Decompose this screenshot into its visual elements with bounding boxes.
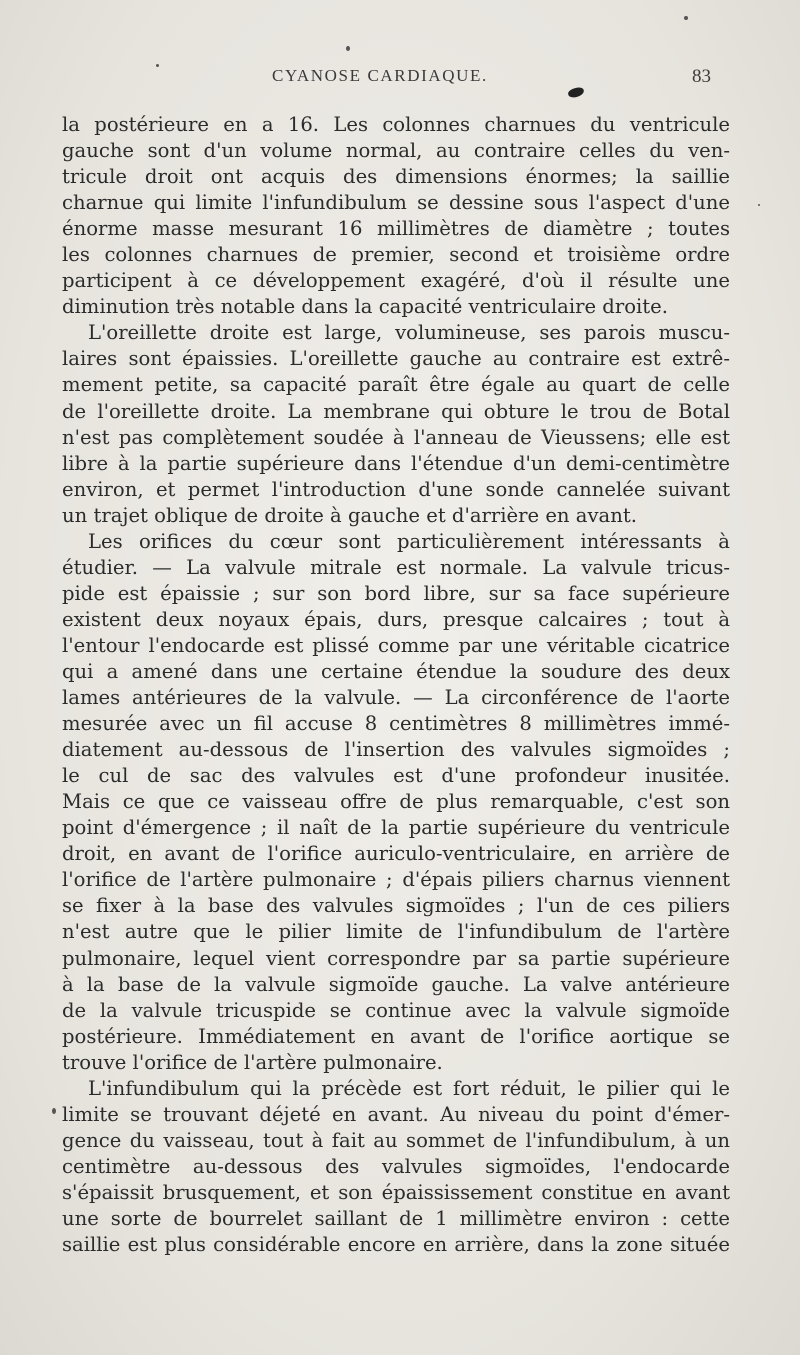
text-line: l'orifice de l'artère pulmonaire ; d'épais piliers charnus viennent: [62, 868, 730, 892]
text-line: droit, en avant de l'orifice auriculo-ventriculaire, en arrière de: [62, 842, 730, 866]
text-line: de la valvule tricuspide se continue avec la valvule sigmoïde: [62, 998, 730, 1022]
text-line: tricule droit ont acquis des dimensions énormes; la saillie: [62, 165, 730, 189]
running-title: CYANOSE CARDIAQUE.: [272, 66, 488, 85]
text-line: mement petite, sa capacité paraît être égale au quart de celle: [62, 373, 730, 397]
text-line: Les orifices du cœur sont particulièrement intéressants à: [88, 529, 730, 553]
text-line: L'oreillette droite est large, volumineuse, ses parois muscu-: [88, 321, 730, 345]
text-line: de l'oreillette droite. La membrane qui obture le trou de Botal: [62, 399, 730, 423]
text-line: se fixer à la base des valvules sigmoïdes ; l'un de ces piliers: [62, 894, 730, 918]
text-line: gauche sont d'un volume normal, au contraire celles du ven-: [62, 139, 730, 163]
paper-speck: [156, 64, 159, 67]
paper-speck: [52, 1108, 56, 1114]
text-line: laires sont épaissies. L'oreillette gauche au contraire est extrê-: [62, 347, 730, 371]
text-line: centimètre au-dessous des valvules sigmoïdes, l'endocarde: [62, 1154, 730, 1178]
text-line: trouve l'orifice de l'artère pulmonaire.: [62, 1050, 443, 1074]
text-line: un trajet oblique de droite à gauche et d'arrière en avant.: [62, 503, 637, 527]
text-line: n'est autre que le pilier limite de l'infundibulum de l'artère: [62, 920, 730, 944]
text-line: participent à ce développement exagéré, d'où il résulte une: [62, 269, 730, 293]
text-line: une sorte de bourrelet saillant de 1 millimètre environ : cette: [62, 1206, 730, 1230]
text-line: les colonnes charnues de premier, second et troisième ordre: [62, 243, 730, 267]
text-line: mesurée avec un fil accuse 8 centimètres 8 millimètres immé-: [62, 712, 730, 736]
text-line: l'entour l'endocarde est plissé comme par une véritable cicatrice: [62, 633, 730, 657]
text-line: la postérieure en a 16. Les colonnes charnues du ventricule: [62, 113, 730, 136]
page-header: [0, 66, 800, 96]
text-line: libre à la partie supérieure dans l'étendue d'un demi-centimètre: [62, 451, 730, 475]
paper-speck: [758, 204, 760, 206]
text-line: existent deux noyaux épais, durs, presque calcaires ; tout à: [62, 607, 730, 631]
text-line: qui a amené dans une certaine étendue la soudure des deux: [62, 659, 730, 683]
text-line: diatement au-dessous de l'insertion des valvules sigmoïdes ;: [62, 738, 730, 762]
text-line: à la base de la valvule sigmoïde gauche. La valve antérieure: [62, 972, 730, 996]
paper-speck: [346, 46, 350, 51]
text-line: pide est épaissie ; sur son bord libre, sur sa face supérieure: [62, 581, 730, 605]
text-line: gence du vaisseau, tout à fait au sommet de l'infundibulum, à un: [62, 1128, 730, 1152]
text-line: environ, et permet l'introduction d'une sonde cannelée suivant: [62, 477, 730, 501]
text-line: diminution très notable dans la capacité ventriculaire droite.: [62, 295, 668, 319]
text-line: L'infundibulum qui la précède est fort réduit, le pilier qui le: [88, 1076, 730, 1100]
text-line: Mais ce que ce vaisseau offre de plus remarquable, c'est son: [62, 790, 730, 814]
text-line: lames antérieures de la valvule. — La circonférence de l'aorte: [62, 686, 730, 710]
page-number: 83: [692, 66, 711, 87]
text-line: pulmonaire, lequel vient correspondre par sa partie supérieure: [62, 946, 730, 970]
paper-speck: [684, 16, 688, 20]
text-line: point d'émergence ; il naît de la partie supérieure du ventricule: [62, 816, 730, 840]
text-line: le cul de sac des valvules est d'une profondeur inusitée.: [62, 764, 730, 788]
text-line: charnue qui limite l'infundibulum se dessine sous l'aspect d'une: [62, 191, 730, 215]
body-text: [62, 112, 730, 1258]
text-line: n'est pas complètement soudée à l'anneau de Vieussens; elle est: [62, 425, 730, 449]
text-line: postérieure. Immédiatement en avant de l'orifice aortique se: [62, 1024, 730, 1048]
text-line: saillie est plus considérable encore en arrière, dans la zone située: [62, 1233, 730, 1257]
text-line: énorme masse mesurant 16 millimètres de diamètre ; toutes: [62, 217, 730, 241]
text-line: limite se trouvant déjeté en avant. Au niveau du point d'émer-: [62, 1102, 730, 1126]
text-line: étudier. — La valvule mitrale est normale. La valvule tricus-: [62, 555, 730, 579]
text-line: s'épaissit brusquement, et son épaississement constitue en avant: [62, 1180, 730, 1204]
ink-blot-mark: [567, 86, 585, 98]
